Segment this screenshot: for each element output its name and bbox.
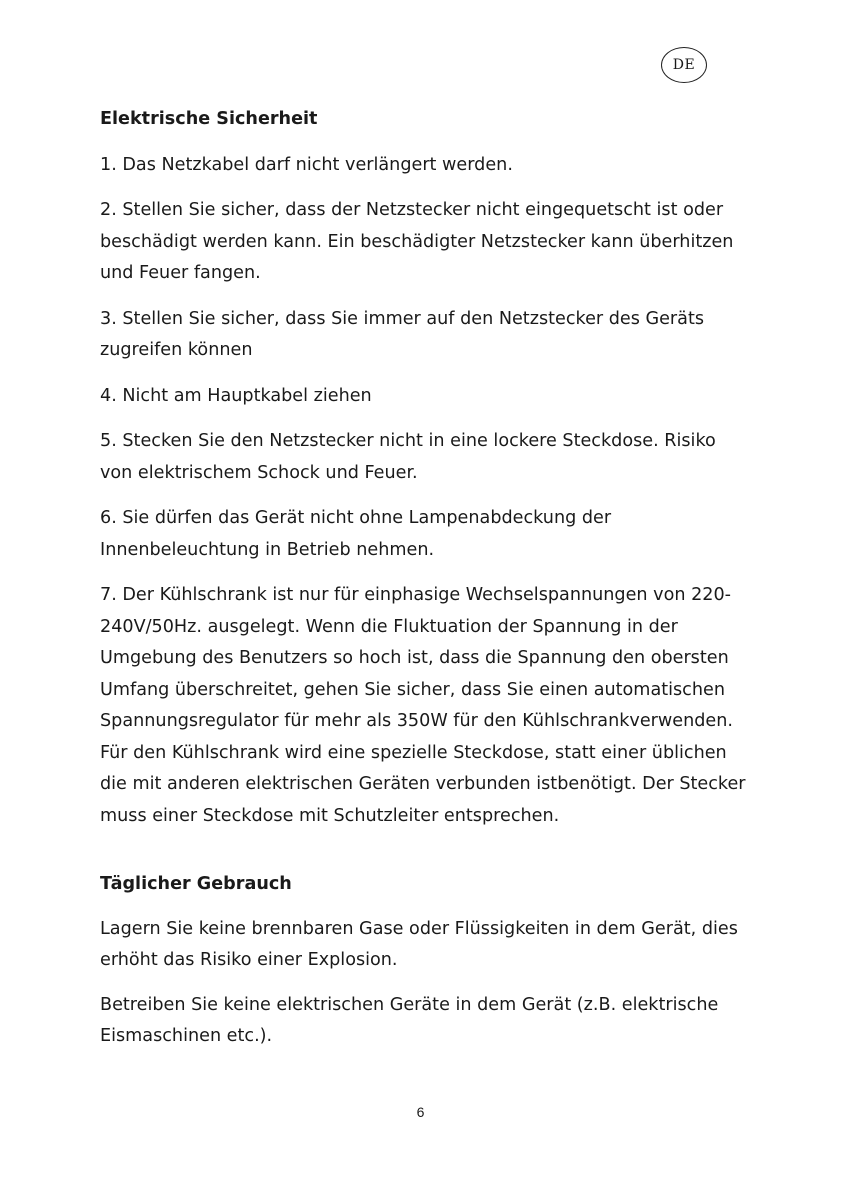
- language-badge: DE: [661, 47, 707, 83]
- page-content: [100, 104, 750, 1066]
- daily-use-paragraph-2: Betreiben Sie keine elektrischen Geräte in dem Gerät (z.B. elektrische Eismaschinen etc.).: [100, 994, 719, 1046]
- safety-item-4: 4. Nicht am Hauptkabel ziehen: [100, 385, 372, 406]
- section-heading: Täglicher Gebrauch: [100, 874, 292, 894]
- page-number: 6: [416, 1104, 425, 1120]
- safety-item-5: 5. Stecken Sie den Netzstecker nicht in eine lockere Steckdose. Risiko von elektrischem Schock und Feuer.: [100, 431, 716, 483]
- safety-item-3: 3. Stellen Sie sicher, dass Sie immer auf den Netzstecker des Geräts zugreifen können: [100, 308, 705, 360]
- section-electrical-safety: [100, 104, 750, 832]
- section-daily-use: [100, 869, 750, 1053]
- safety-item-1: 1. Das Netzkabel darf nicht verlängert werden.: [100, 154, 513, 175]
- daily-use-paragraph-1: Lagern Sie keine brennbaren Gase oder Flüssigkeiten in dem Gerät, dies erhöht das Risiko einer Explosion.: [100, 918, 738, 970]
- section-heading: Elektrische Sicherheit: [100, 109, 318, 129]
- safety-item-7: 7. Der Kühlschrank ist nur für einphasige Wechselspannungen von 220-240V/50Hz. ausgelegt. Wenn die Fluktuation der Spannung in der Umgebung des Benutzers so hoch ist, dass die Spannung den obersten Umfang überschreitet, gehen Sie sicher, dass Sie einen automatischen Spannungsregulator für mehr als 350W für den Kühlschrankverwenden. Für den Kühlschrank wird eine spezielle Steckdose, statt einer üblichen die mit anderen elektrischen Geräten verbunden istbenötigt. Der Stecker muss einer Steckdose mit Schutzleiter entsprechen.: [100, 585, 746, 826]
- safety-item-6: 6. Sie dürfen das Gerät nicht ohne Lampenabdeckung der Innenbeleuchtung in Betrieb nehmen.: [100, 508, 612, 560]
- safety-item-2: 2. Stellen Sie sicher, dass der Netzstecker nicht eingequetscht ist oder beschädigt werden kann. Ein beschädigter Netzstecker kann überhitzen und Feuer fangen.: [100, 200, 734, 283]
